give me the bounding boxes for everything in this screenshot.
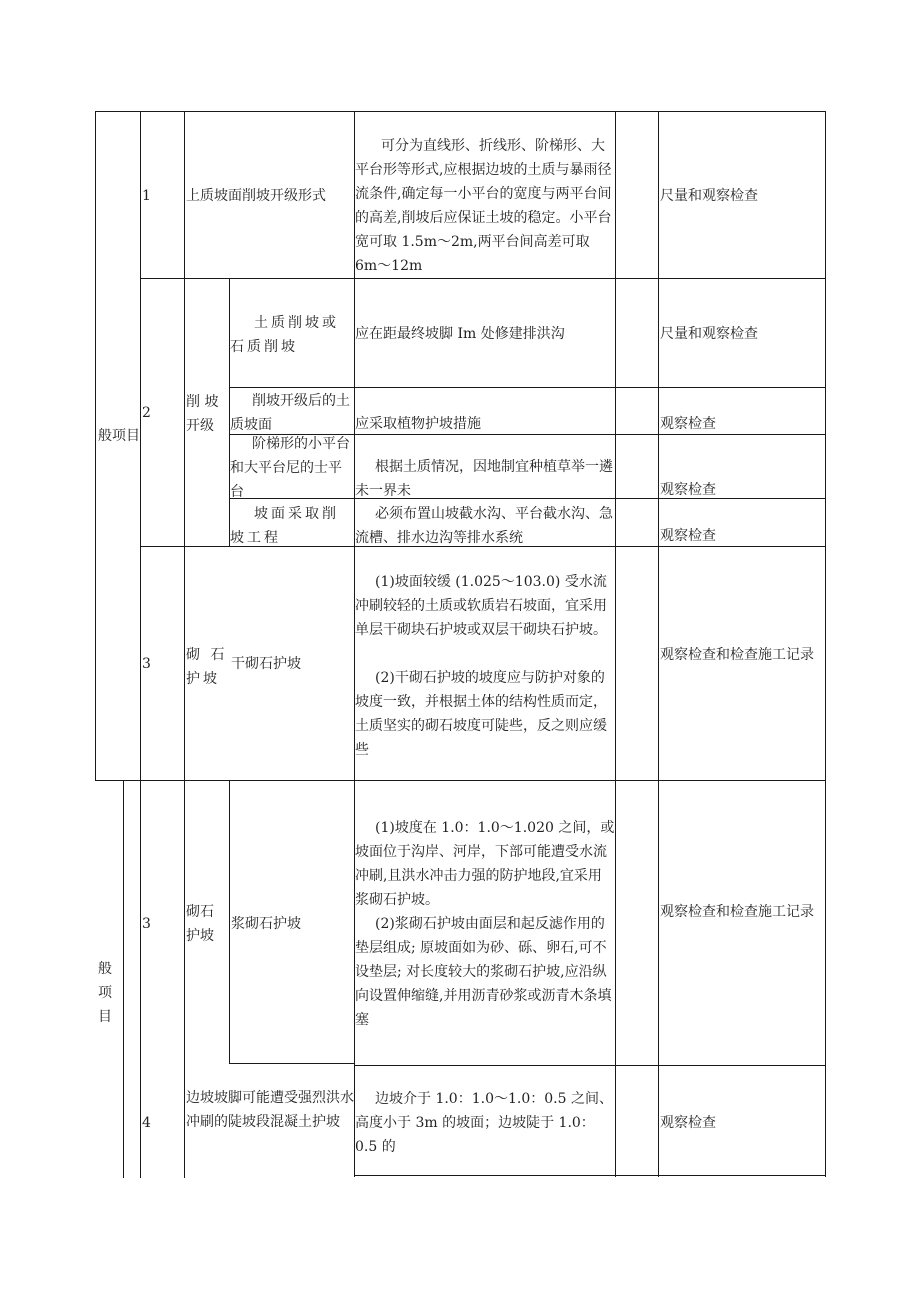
check-method: 观察检查 bbox=[660, 528, 716, 544]
sub-item-name: 坡面采取削坡工程 bbox=[230, 506, 339, 546]
requirement-text: 根据土质情况，因地制宜种植草举一遴未一界未 bbox=[355, 459, 613, 499]
item-name: 浆砌石护坡 bbox=[231, 916, 301, 932]
requirement-text: (2)浆砌石护坡由面层和起反滤作用的垫层组成; 原坡面如为砂、砾、卵石,可不设垫层; 对长度较大的浆砌石护坡,应沿纵向设置伸缩缝,并用沥青砂浆或沥青木条填塞 bbox=[355, 916, 612, 1028]
table-rule bbox=[354, 1175, 826, 1176]
sub-item-name: 阶梯形的小平台和大平台尼的士平台 bbox=[230, 436, 350, 500]
row-number: 1 bbox=[142, 188, 151, 204]
table-rule bbox=[658, 111, 659, 1177]
table-rule bbox=[141, 278, 826, 279]
row-number: 2 bbox=[142, 405, 151, 421]
row-number: 3 bbox=[142, 916, 151, 932]
section-label: 般项目 bbox=[98, 961, 112, 1025]
table-rule bbox=[229, 780, 230, 1063]
check-method: 观察检查和检查施工记录 bbox=[660, 647, 814, 663]
requirement-text: 应采取植物护坡措施 bbox=[355, 416, 481, 432]
item-name: 干砌石护坡 bbox=[231, 656, 301, 672]
group-name: 砌石护坡 bbox=[186, 904, 214, 944]
table-rule bbox=[229, 1063, 354, 1064]
requirement-text: (1)坡面较缓 (1.025～103.0) 受水流冲刷较轻的土质或软质岩石坡面，宜采用单层干砌块石护坡或双层干砌块石护坡。 bbox=[355, 574, 607, 638]
requirement-text: 边坡介于 1.0：1.0～1.0：0.5 之间、高度小于 3m 的坡面；边坡陡于 1.0：0.5 的 bbox=[355, 1091, 613, 1155]
table-rule bbox=[229, 387, 826, 388]
table-rule bbox=[615, 111, 616, 1177]
group-name: 削 坡开级 bbox=[186, 394, 219, 434]
requirement-text: 应在距最终坡脚 Im 处修建排洪沟 bbox=[355, 326, 565, 342]
table-rule bbox=[140, 111, 141, 1178]
requirement-text: (2)干砌石护坡的坡度应与防护对象的坡度一致，并根据土体的结构性质而定，土质坚实的砌石坡度可陡些，反之则应缓些 bbox=[355, 670, 607, 758]
table-rule bbox=[95, 111, 96, 780]
table-rule bbox=[184, 111, 185, 1178]
requirement-text: (1)坡度在 1.0：1.0～1.020 之间，或坡面位于沟岸、河岸，下部可能遭受水流冲刷,且洪水冲击力强的防护地段,宜采用浆砌石护坡。 bbox=[355, 820, 615, 908]
check-method: 观察检查 bbox=[660, 1115, 716, 1131]
item-name: 上质坡面削坡开级形式 bbox=[186, 188, 326, 204]
check-method: 观察检查 bbox=[660, 482, 716, 498]
group-name: 砌 石护坡 bbox=[186, 647, 228, 687]
section-label: 般项目 bbox=[98, 428, 140, 444]
row-number: 3 bbox=[142, 656, 151, 672]
check-method: 尺量和观察检查 bbox=[660, 188, 758, 204]
check-method: 观察检查和检查施工记录 bbox=[660, 904, 814, 920]
table-rule bbox=[95, 780, 826, 781]
requirement-text: 可分为直线形、折线形、阶梯形、大平台形等形式,应根据边坡的土质与暴雨径流条件,确定每一小平台的宽度与两平台间的高差,削坡后应保证土坡的稳定。小平台宽可取 1.5m～2m,两平台间高差可取 6m～12m bbox=[355, 138, 612, 274]
row-number: 4 bbox=[142, 1115, 151, 1131]
check-method: 观察检查 bbox=[660, 416, 716, 432]
sub-item-name: 土质削坡或石质削坡 bbox=[230, 315, 339, 355]
item-name: 边坡坡脚可能遭受强烈洪水冲刷的陡坡段混凝土护坡 bbox=[186, 1090, 354, 1130]
table-rule bbox=[825, 111, 826, 1177]
table-rule bbox=[354, 1065, 826, 1066]
table-rule bbox=[123, 780, 124, 1178]
requirement-text: 必须布置山坡截水沟、平台截水沟、急流槽、排水边沟等排水系统 bbox=[355, 506, 613, 546]
table-rule bbox=[95, 111, 826, 112]
sub-item-name: 削坡开级后的土质坡面 bbox=[230, 393, 350, 433]
check-method: 尺量和观察检查 bbox=[660, 326, 758, 342]
